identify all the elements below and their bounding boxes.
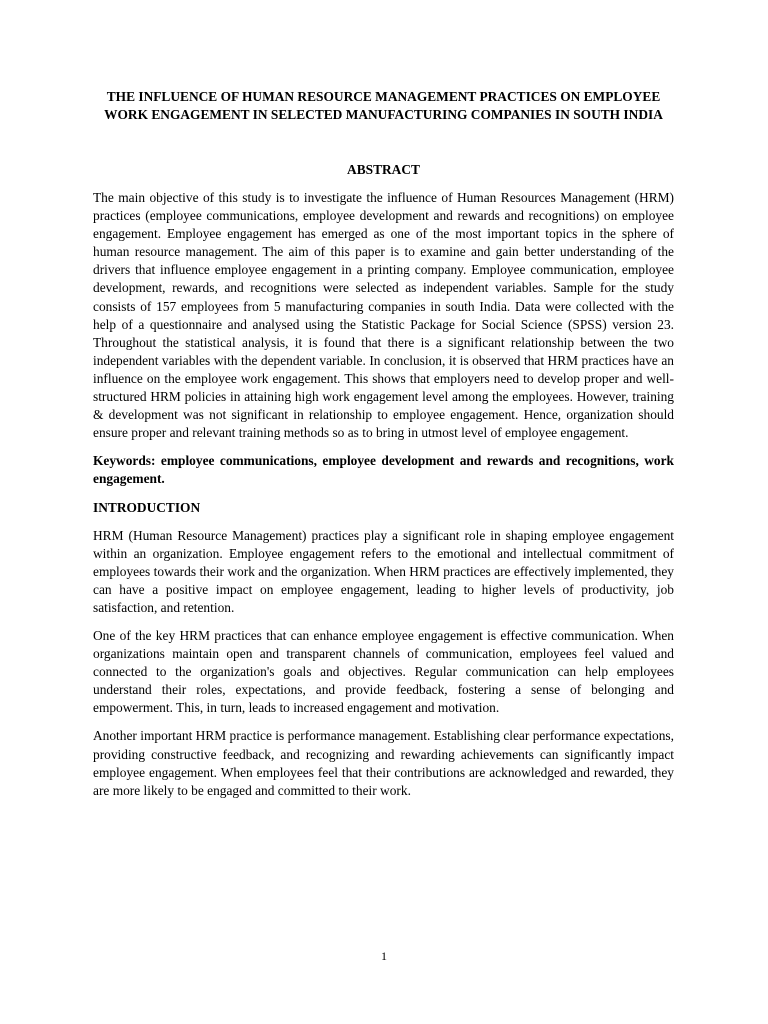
page-number: 1 (381, 949, 387, 963)
introduction-paragraph-3: Another important HRM practice is performance management. Establishing clear performance expectations, providing constructive feedback, and recognizing and rewarding achievements can significantly impact employee engagement. When employees feel that their contributions are acknowledged and rewarded, they are more likely to be engaged and committed to their work. (93, 728, 674, 798)
keywords-paragraph: Keywords: employee communications, employee development and rewards and recognitions, work engagement. (93, 453, 674, 487)
abstract-paragraph: The main objective of this study is to investigate the influence of Human Resources Management (HRM) practices (employee communications, employee development and rewards and recognitions) on employee engagement. Employee engagement has emerged as one of the most important topics in the sphere of human resource management. The aim of this paper is to examine and gain better understanding of the drivers that influence employee engagement in a printing company. Employee communication, employee development, rewards, and recognitions were selected as independent variables. Sample for the study consists of 157 employees from 5 manufacturing companies in south India. Data were collected with the help of a questionnaire and analysed using the Statistic Package for Social Science (SPSS) version 23. Throughout the statistical analysis, it is found that there is a significant relationship between the two independent variables with the dependent variable. In conclusion, it is observed that HRM practices have an influence on the employee work engagement. This shows that employers need to develop proper and well-structured HRM policies in attaining high work engagement level among the employees. However, training & development was not significant in relationship to employee engagement. Hence, organization should ensure proper and relevant training methods so as to bring in utmost level of employee engagement. (93, 190, 674, 441)
abstract-heading: ABSTRACT (347, 162, 420, 177)
paper-title: THE INFLUENCE OF HUMAN RESOURCE MANAGEMENT PRACTICES ON EMPLOYEE WORK ENGAGEMENT IN SELECTED MANUFACTURING COMPANIES IN SOUTH INDIA (104, 89, 663, 122)
introduction-paragraph-2: One of the key HRM practices that can enhance employee engagement is effective communication. When organizations maintain open and transparent channels of communication, employees feel valued and connected to the organization's goals and objectives. Regular communication can help employees understand their roles, expectations, and provide feedback, fostering a sense of belonging and empowerment. This, in turn, leads to increased engagement and motivation. (93, 627, 674, 716)
introduction-heading: INTRODUCTION (93, 499, 201, 515)
introduction-paragraph-1: HRM (Human Resource Management) practices play a significant role in shaping employee engagement within an organization. Employee engagement refers to the emotional and intellectual commitment of employees towards their work and the organization. When HRM practices are effectively implemented, they can have a positive impact on employee engagement, leading to higher levels of productivity, job satisfaction, and retention. (93, 527, 674, 615)
document-page (93, 88, 674, 810)
